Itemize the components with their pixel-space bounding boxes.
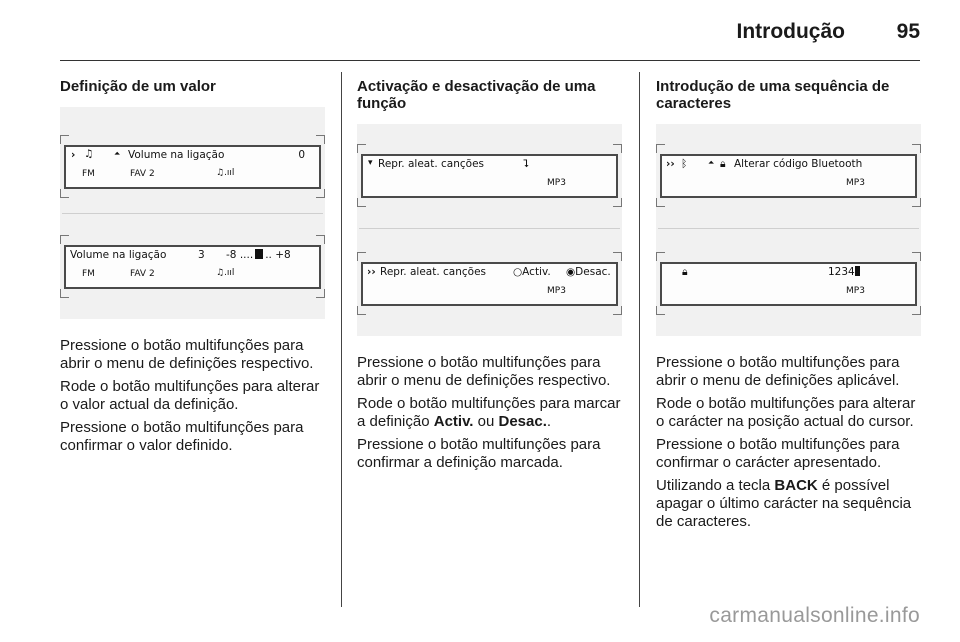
- display-illustration: [357, 124, 622, 336]
- corner-mark: [656, 306, 665, 315]
- section-heading: Activação e desactivação de uma função: [357, 78, 596, 112]
- paragraph: Pressione o botão multifunções para confirmar o carácter apresentado.: [656, 436, 900, 471]
- bluetooth-icon: ᛒ: [681, 158, 688, 170]
- column-enter-characters: [656, 78, 921, 536]
- corner-mark: [316, 235, 325, 244]
- page-title: Introdução: [736, 20, 845, 43]
- option-label: Desac.: [575, 266, 611, 278]
- corner-mark: [60, 289, 69, 298]
- section-heading: Definição de um valor: [60, 78, 216, 95]
- lcd-title: Volume na ligação: [128, 149, 225, 161]
- instructions: [60, 337, 325, 455]
- column-divider-1: [341, 72, 342, 607]
- lcd-screen: [64, 145, 321, 189]
- arrow-down-icon: ▾: [368, 158, 373, 168]
- shuffle-icon: ⮧: [523, 158, 530, 170]
- double-arrow-icon: ››: [367, 266, 376, 278]
- lcd-favourite: FAV 2: [130, 169, 155, 179]
- corner-mark: [656, 144, 665, 153]
- instructions: [357, 354, 622, 472]
- slider-dots: ....: [239, 249, 254, 261]
- corner-mark: [357, 252, 366, 261]
- lcd-source: MP3: [547, 286, 566, 296]
- lock-icon: 🔒︎: [720, 158, 726, 170]
- corner-mark: [656, 252, 665, 261]
- paragraph-text: Utilizando a tecla: [656, 477, 775, 494]
- corner-mark: [357, 144, 366, 153]
- keyword-activ: Activ.: [433, 413, 474, 430]
- paragraph: Pressione o botão multifunções para confirmar a definição marcada.: [357, 436, 601, 471]
- radio-checked-icon: ◉: [566, 266, 576, 278]
- lcd-value: 3: [198, 249, 205, 261]
- up-arrow-icon: ⏶: [114, 149, 121, 158]
- music-note-icon: ♫: [84, 148, 94, 160]
- slider-max: +8: [275, 249, 291, 261]
- lcd-screen: [361, 262, 618, 306]
- paragraph: Pressione o botão multifunções para confirmar o valor definido.: [60, 419, 304, 454]
- paragraph: [357, 395, 622, 431]
- corner-mark: [613, 144, 622, 153]
- corner-mark: [912, 198, 921, 207]
- signal-icon: ♫.ııl: [216, 268, 235, 278]
- corner-mark: [316, 135, 325, 144]
- corner-mark: [912, 306, 921, 315]
- up-arrow-icon: ⏶: [708, 158, 715, 167]
- column-set-value: [60, 78, 325, 460]
- corner-mark: [656, 198, 665, 207]
- option-desac: [566, 266, 611, 278]
- display-illustration: [656, 124, 921, 336]
- panel-divider: [658, 228, 919, 229]
- lcd-value: 0: [298, 149, 305, 161]
- corner-mark: [357, 198, 366, 207]
- corner-mark: [60, 135, 69, 144]
- paragraph-text: é possível apagar o último carácter na sequência de caracteres.: [656, 477, 912, 530]
- paragraph: [656, 477, 921, 531]
- corner-mark: [316, 189, 325, 198]
- lcd-favourite: FAV 2: [130, 269, 155, 279]
- keyword-back: BACK: [774, 477, 818, 494]
- panel-divider: [62, 213, 323, 214]
- corner-mark: [60, 189, 69, 198]
- lcd-title: Volume na ligação: [70, 249, 167, 261]
- paragraph: Pressione o botão multifunções para abrir o menu de definições aplicável.: [656, 354, 900, 389]
- corner-mark: [316, 289, 325, 298]
- lcd-screen: [660, 262, 917, 306]
- paragraph: Pressione o botão multifunções para abrir o menu de definições respectivo.: [60, 337, 314, 372]
- paragraph-text: ou: [473, 413, 499, 430]
- column-divider-2: [639, 72, 640, 607]
- panel-divider: [359, 228, 620, 229]
- corner-mark: [60, 235, 69, 244]
- watermark: carmanualsonline.info: [709, 604, 920, 627]
- paragraph-text: Rode o botão multifunções para marcar a definição: [357, 395, 621, 430]
- slider-thumb-icon: [255, 249, 263, 259]
- paragraph: Rode o botão multifunções para alterar o carácter na posição actual do cursor.: [656, 395, 916, 430]
- lcd-band: FM: [82, 169, 95, 179]
- option-label: Activ.: [522, 266, 551, 278]
- corner-mark: [613, 198, 622, 207]
- double-arrow-icon: ››: [666, 158, 675, 170]
- corner-mark: [912, 252, 921, 261]
- lcd-source: MP3: [846, 178, 865, 188]
- corner-mark: [613, 252, 622, 261]
- radio-unchecked-icon: ○: [513, 266, 523, 278]
- paragraph: Pressione o botão multifunções para abrir o menu de definições respectivo.: [357, 354, 611, 389]
- page-number: 95: [896, 20, 920, 43]
- lcd-title: Repr. aleat. canções: [378, 158, 485, 170]
- lcd-title: Repr. aleat. canções: [380, 266, 487, 278]
- option-activ: [513, 266, 551, 278]
- lcd-screen: [64, 245, 321, 289]
- corner-mark: [613, 306, 622, 315]
- lcd-band: FM: [82, 269, 95, 279]
- lcd-source: MP3: [846, 286, 865, 296]
- display-illustration: [60, 107, 325, 319]
- instructions: [656, 354, 921, 531]
- cursor-icon: [855, 266, 860, 276]
- code-entry: [828, 266, 860, 278]
- column-toggle-function: [357, 78, 622, 477]
- lock-icon: 🔒︎: [682, 266, 688, 278]
- paragraph-text: .: [546, 413, 552, 430]
- keyword-desac: Desac.: [498, 413, 547, 430]
- lcd-slider: [226, 249, 291, 261]
- corner-mark: [357, 306, 366, 315]
- page-header: [60, 18, 920, 61]
- slider-min: -8: [226, 249, 237, 261]
- section-heading: Introdução de uma sequência de caracteres: [656, 78, 890, 112]
- signal-icon: ♫.ııl: [216, 168, 235, 178]
- arrow-right-icon: ›: [71, 149, 76, 161]
- lcd-screen: [660, 154, 917, 198]
- lcd-screen: [361, 154, 618, 198]
- slider-dots: ..: [265, 249, 272, 261]
- lcd-title: Alterar código Bluetooth: [734, 158, 863, 170]
- paragraph: Rode o botão multifunções para alterar o valor actual da definição.: [60, 378, 320, 413]
- corner-mark: [912, 144, 921, 153]
- code-value: 1234: [828, 266, 855, 278]
- lcd-source: MP3: [547, 178, 566, 188]
